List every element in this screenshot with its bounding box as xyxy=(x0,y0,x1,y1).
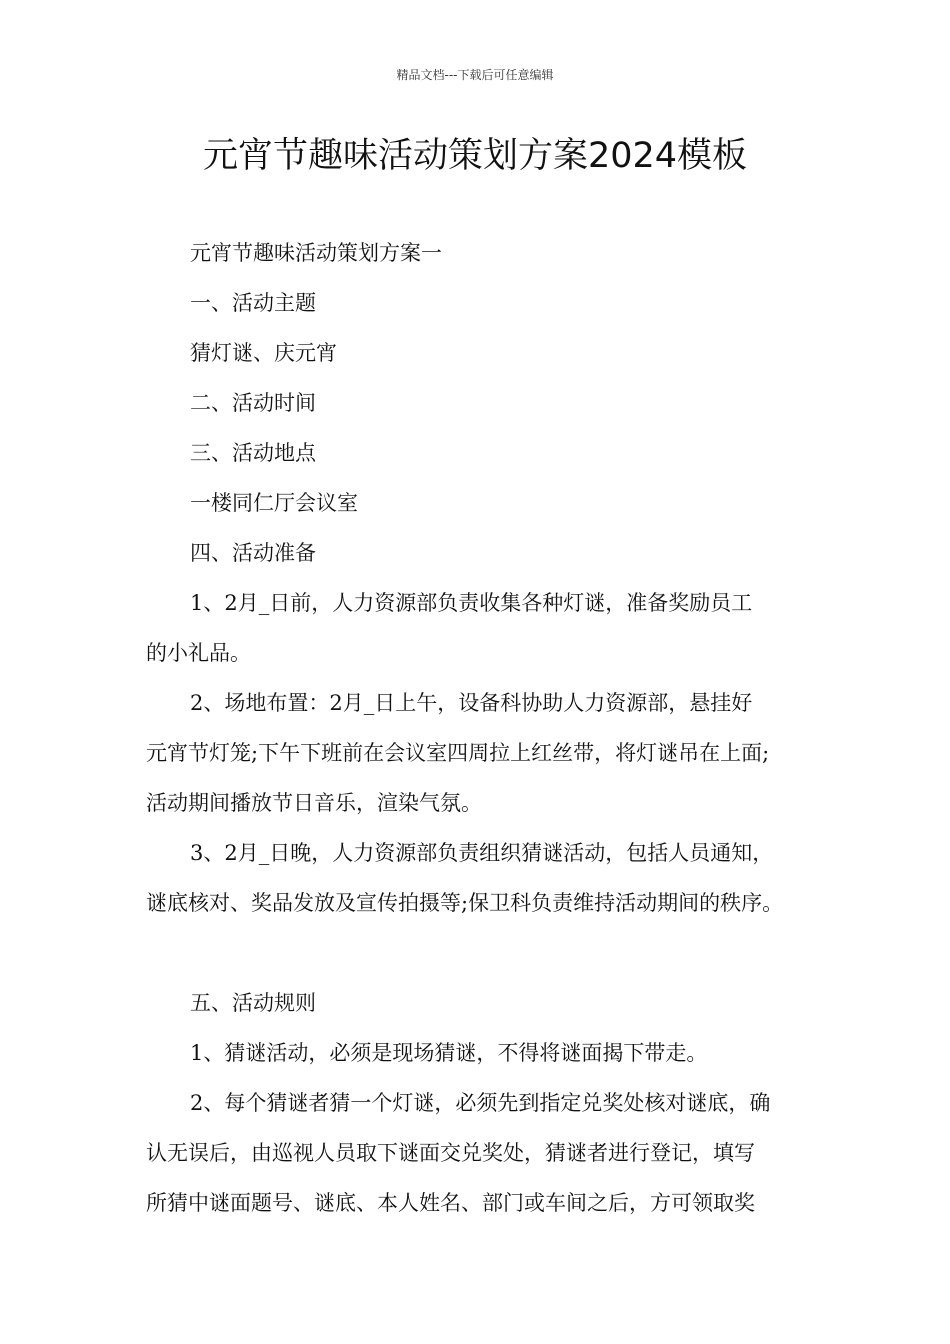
document-title: 元宵节趣味活动策划方案2024模板 xyxy=(202,136,748,176)
prep-item-3-line-2: 谜底核对、奖品发放及宣传拍摄等;保卫科负责维持活动期间的秩序。 xyxy=(146,891,784,915)
prep-item-1-line-1: 1、2月_日前，人力资源部负责收集各种灯谜，准备奖励员工 xyxy=(190,591,753,615)
prep-item-2-line-2: 元宵节灯笼;下午下班前在会议室四周拉上红丝带，将灯谜吊在上面; xyxy=(146,741,770,765)
document-body xyxy=(146,228,824,1228)
rule-item-2-line-1: 2、每个猜谜者猜一个灯谜，必须先到指定兑奖处核对谜底，确 xyxy=(190,1091,771,1115)
rule-item-2-line-3: 所猜中谜面题号、谜底、本人姓名、部门或车间之后，方可领取奖 xyxy=(146,1191,755,1215)
section-subtitle: 元宵节趣味活动策划方案一 xyxy=(190,241,442,265)
heading-time: 二、活动时间 xyxy=(190,391,316,415)
prep-item-2-line-3: 活动期间播放节日音乐，渲染气氛。 xyxy=(146,791,482,815)
paragraph-gap xyxy=(146,928,824,978)
heading-rules: 五、活动规则 xyxy=(190,991,316,1015)
rule-item-1: 1、猜谜活动，必须是现场猜谜，不得将谜面揭下带走。 xyxy=(190,1041,708,1065)
header-note: 精品文档---下载后可任意编辑 xyxy=(396,68,554,82)
location-text: 一楼同仁厅会议室 xyxy=(190,491,358,515)
theme-text: 猜灯谜、庆元宵 xyxy=(190,341,337,365)
heading-preparation: 四、活动准备 xyxy=(190,541,316,565)
prep-item-2-line-1: 2、场地布置：2月_日上午，设备科协助人力资源部，悬挂好 xyxy=(190,691,753,715)
prep-item-1-line-2: 的小礼品。 xyxy=(146,641,251,665)
prep-item-3-line-1: 3、2月_日晚，人力资源部负责组织猜谜活动，包括人员通知， xyxy=(190,841,774,865)
rule-item-2-line-2: 认无误后，由巡视人员取下谜面交兑奖处，猜谜者进行登记，填写 xyxy=(146,1141,755,1165)
heading-location: 三、活动地点 xyxy=(190,441,316,465)
heading-theme: 一、活动主题 xyxy=(190,291,316,315)
